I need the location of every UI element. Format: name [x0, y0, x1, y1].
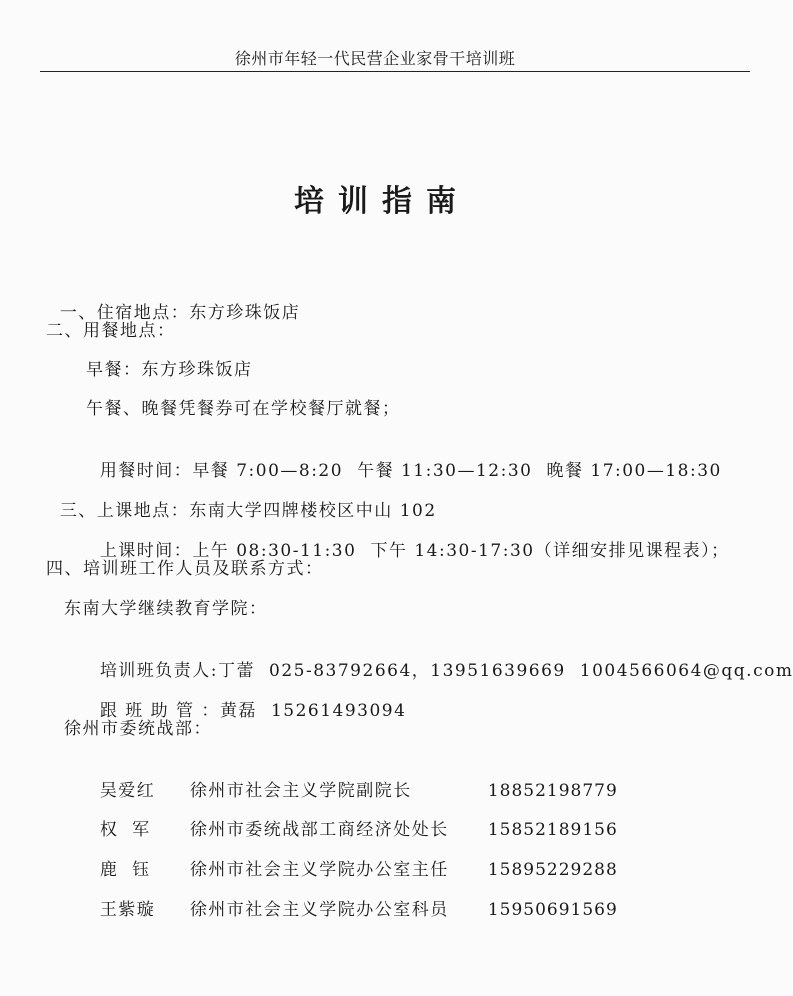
class-location-line — [46, 478, 437, 522]
contact-name: 吴爱红 — [99, 781, 156, 801]
contact-row — [86, 877, 618, 921]
breakfast-location: 早餐：东方珍珠饭店 — [86, 360, 253, 380]
accommodation-value: 东方珍珠饭店 — [189, 303, 301, 323]
assistant-label: 跟 班 助 管 ： — [99, 701, 220, 721]
assistant-phone: 15261493094 — [270, 701, 407, 721]
lead-name: 丁蕾 — [218, 661, 256, 681]
lunch-time: 午餐 11:30—12:30 — [357, 461, 533, 481]
page-header: 徐州市年轻一代民营企业家骨干培训班 — [234, 49, 516, 68]
contact-row — [86, 837, 618, 881]
contact-role: 徐州市社会主义学院副院长 — [189, 781, 412, 801]
seu-lead-line — [86, 638, 793, 682]
contact-phone: 15895229288 — [487, 860, 618, 880]
breakfast-time: 早餐 7:00—8:20 — [192, 461, 344, 481]
contact-row — [86, 797, 618, 841]
contact-name: 王紫璇 — [99, 900, 156, 920]
dining-label: 二、用餐地点： — [46, 321, 176, 341]
accommodation-line — [46, 280, 300, 324]
class-location-label: 三、上课地点： — [59, 501, 190, 521]
dining-time-label: 用餐时间： — [99, 461, 193, 481]
class-afternoon-time: 下午 14:30-17:30（详细安排见课程表）； — [370, 541, 730, 561]
contact-name: 鹿 钰 — [99, 860, 151, 880]
contact-phone: 15852189156 — [487, 820, 618, 840]
assistant-name: 黄磊 — [219, 701, 257, 721]
contact-role: 徐州市委统战部工商经济处处长 — [189, 820, 449, 840]
class-location-value: 东南大学四牌楼校区中山 102 — [189, 501, 437, 521]
lead-phones: 025-83792664，13951639669 — [269, 661, 566, 681]
dinner-time: 晚餐 17:00—18:30 — [546, 461, 722, 481]
lead-label: 培训班负责人: — [99, 661, 219, 681]
lunch-dinner-info: 午餐、晚餐凭餐券可在学校餐厅就餐； — [86, 399, 401, 419]
seu-assistant-line — [86, 678, 406, 722]
contact-row — [86, 758, 618, 802]
header-divider — [40, 71, 750, 72]
lead-email: 1004566064@qq.com — [579, 661, 793, 681]
contact-role: 徐州市社会主义学院办公室科员 — [189, 900, 449, 920]
contact-phone: 15950691569 — [487, 900, 618, 920]
seu-org: 东南大学继续教育学院： — [64, 599, 268, 619]
staff-label: 四、培训班工作人员及联系方式： — [46, 559, 324, 579]
accommodation-label: 一、住宿地点： — [59, 303, 190, 323]
contact-phone: 18852198779 — [487, 781, 618, 801]
dining-times — [86, 438, 722, 482]
class-times — [86, 518, 730, 562]
contact-name: 权 军 — [99, 820, 151, 840]
xuzhou-org: 徐州市委统战部： — [64, 719, 212, 739]
contact-role: 徐州市社会主义学院办公室主任 — [189, 860, 449, 880]
class-time-label: 上课时间： — [99, 541, 193, 561]
class-morning-time: 上午 08:30-11:30 — [192, 541, 357, 561]
document-title: 培训指南 — [294, 184, 470, 219]
